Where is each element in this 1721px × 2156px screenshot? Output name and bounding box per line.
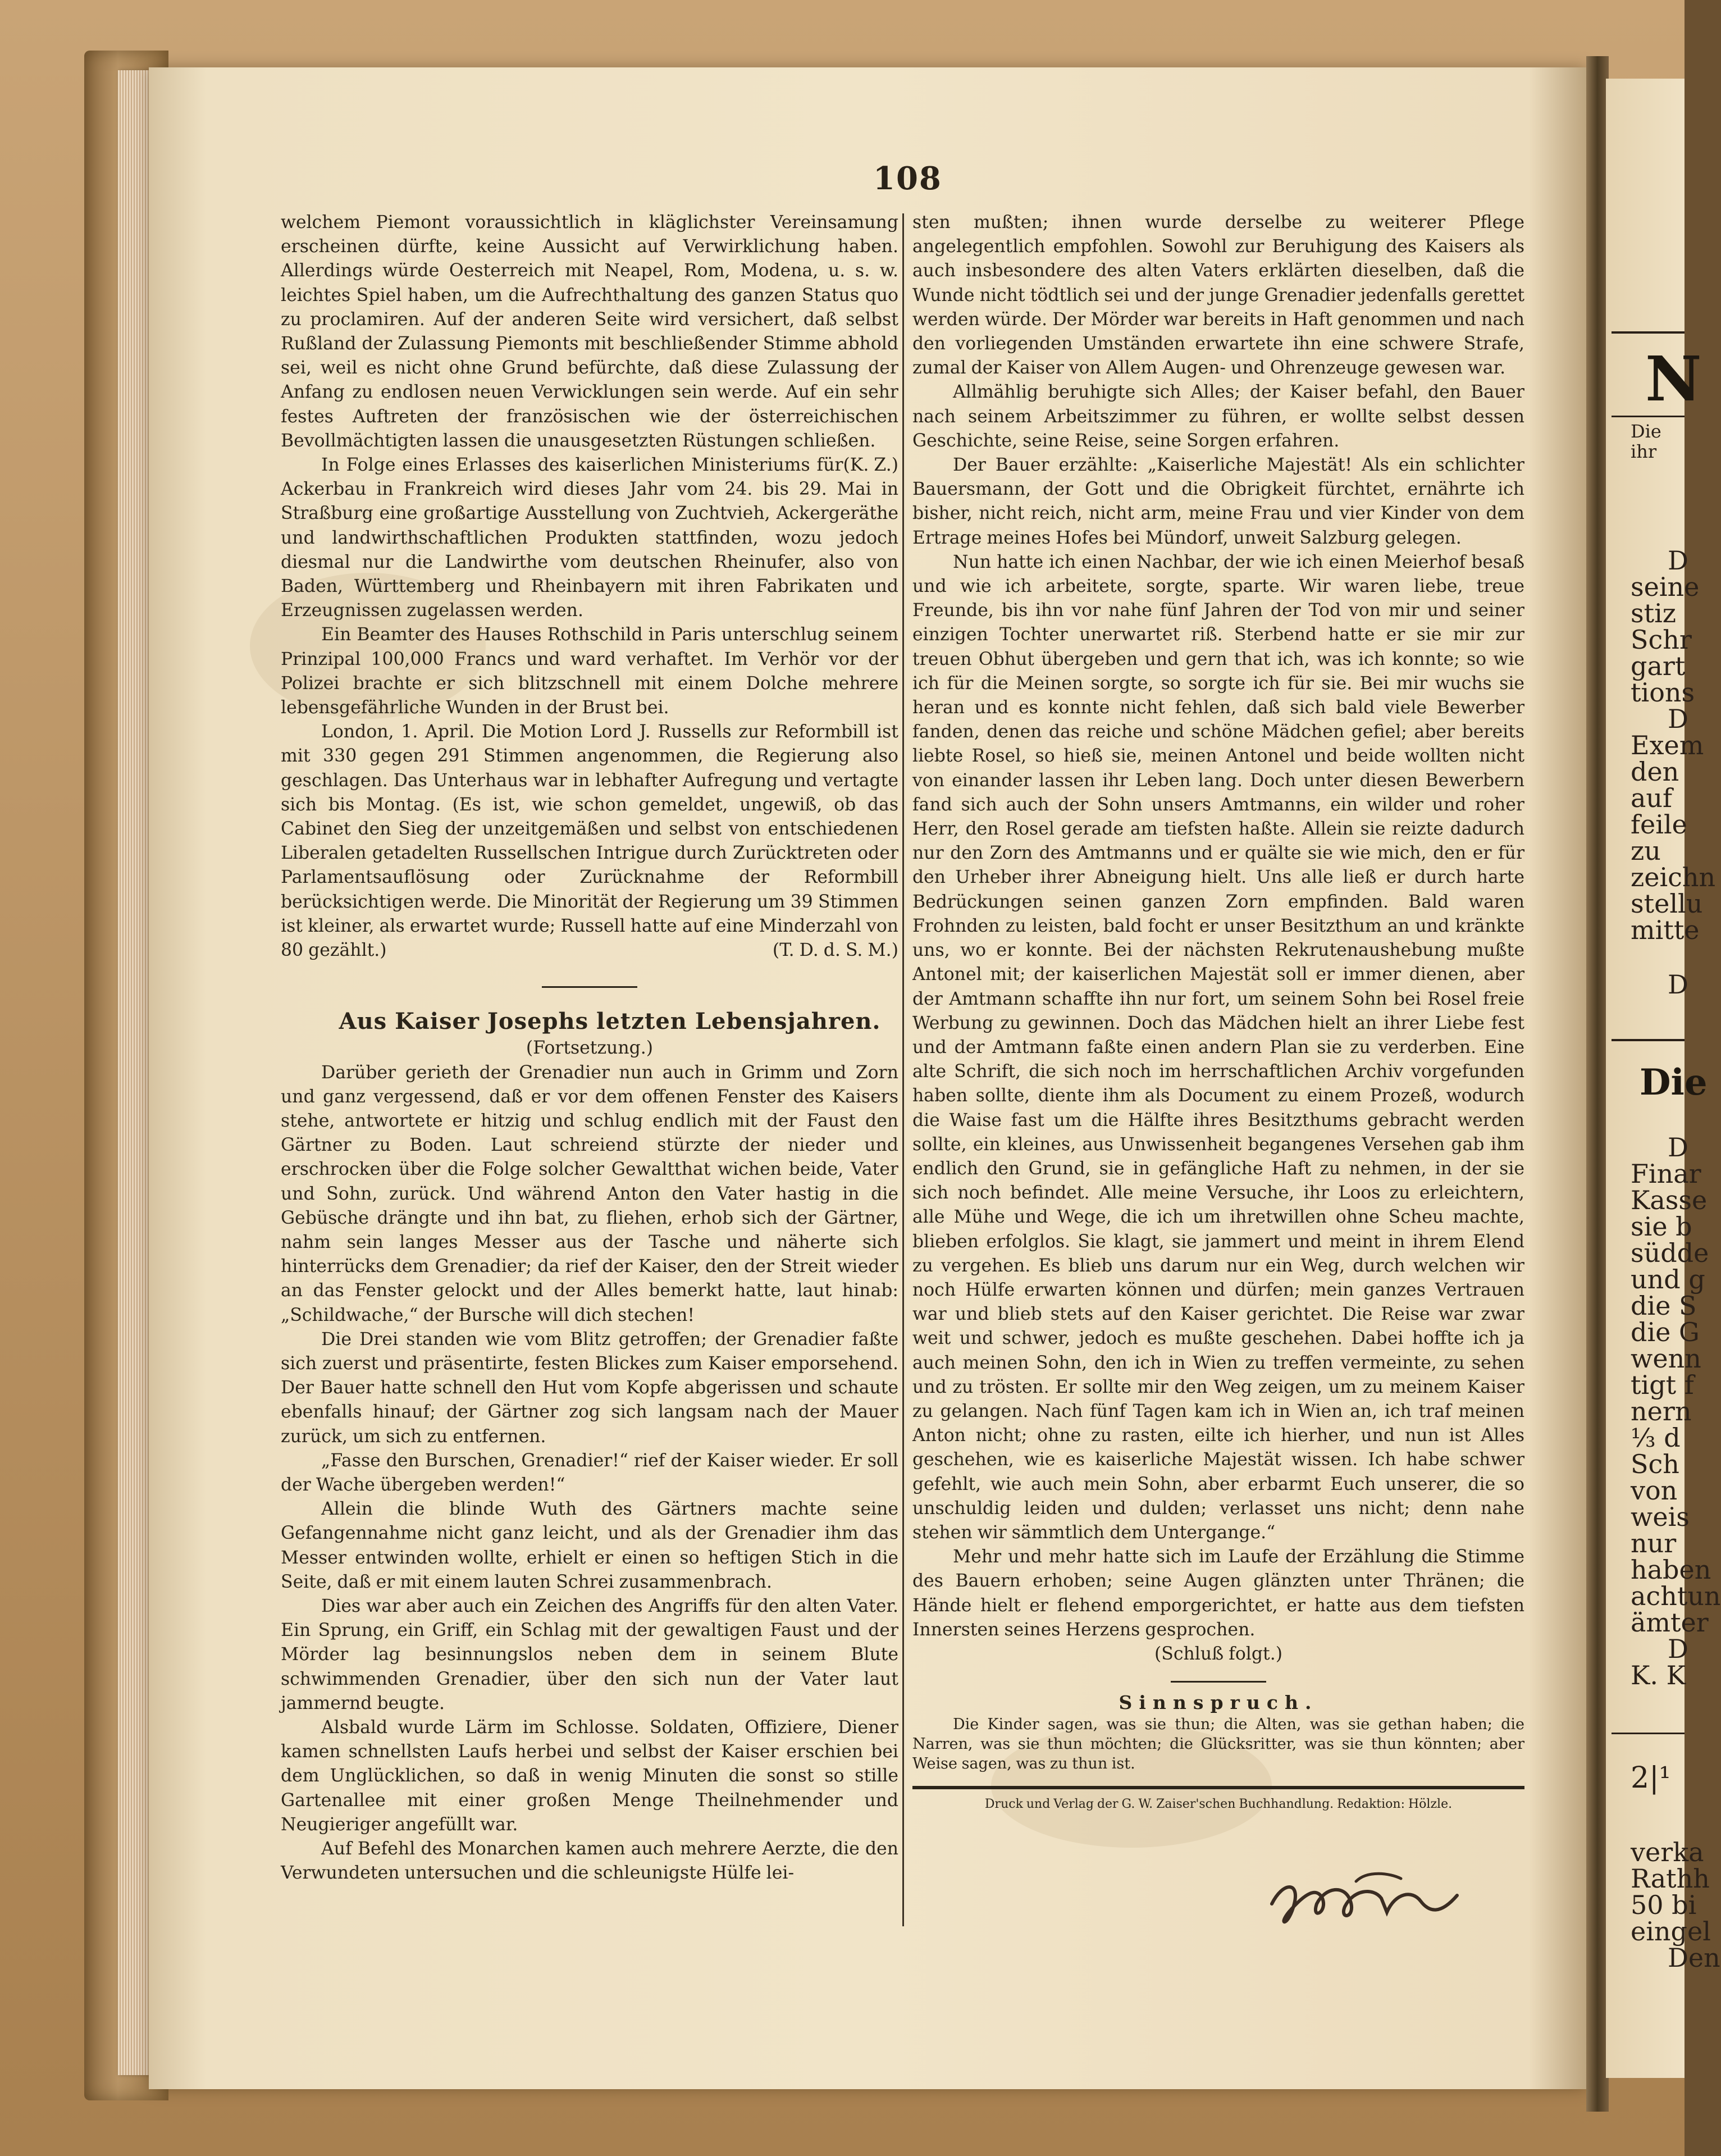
fragment-text: ⅓ d xyxy=(1631,1423,1681,1453)
fragment-text: zeichn xyxy=(1631,862,1716,892)
fragment-text: achtun xyxy=(1631,1581,1721,1611)
paragraph: Allmählig beruhigte sich Alles; der Kaiser befahl, den Bauer nach seinem Arbeitszimmer zu führen, er wollte selbst dessen Geschichte, seine Reise, seine Sorgen erfahren. xyxy=(912,382,1524,451)
fragment-text: die G xyxy=(1631,1317,1700,1347)
fragment-text: D xyxy=(1668,1634,1688,1664)
section-divider xyxy=(542,986,637,988)
paragraph: Die Drei standen wie vom Blitz getroffen; der Grenadier faßte sich zuerst und präsentirte, festen Blickes zum Kaiser emporsehend. Der Bauer hatte schnell den Hut vom Kopfe abgerissen und schaute ebenfalls hinauf; der Gärtner zog sich langsam nach der Mauer zurück, um sich zu entfernen. xyxy=(281,1329,898,1447)
fragment-text: nur xyxy=(1631,1528,1677,1558)
footer-rule xyxy=(912,1786,1524,1789)
fragment-text: mitte xyxy=(1631,915,1700,945)
fragment-text: 2|¹ xyxy=(1631,1761,1671,1795)
fragment-text: weis xyxy=(1631,1502,1690,1532)
fragment-text: eingel xyxy=(1631,1916,1711,1947)
paragraph: Alsbald wurde Lärm im Schlosse. Soldaten, Offiziere, Diener kamen schnellsten Laufs herbei und selbst der Kaiser erschien bei dem Unglücklichen, so daß in wenig Minuten die sonst so stille Gartenallee mit einer großen Menge Theilnehmender und Neugieriger angefüllt war. xyxy=(281,1717,898,1835)
fragment-text: D xyxy=(1668,1132,1688,1163)
fragment-text: stellu xyxy=(1631,888,1703,919)
fragment-text: ämter xyxy=(1631,1607,1709,1638)
fragment-text: die S xyxy=(1631,1291,1697,1321)
fragment-text: stiz xyxy=(1631,598,1677,628)
fragment-text: Die xyxy=(1631,421,1661,442)
paragraph: Nun hatte ich einen Nachbar, der wie ich einen Meierhof besaß und wie ich arbeitete, sorgte, sparte. Wir waren liebe, treue Freunde, bis ihn vor nahe fünf Jahren der Tod von mir und seiner einzigen Tochter unerwartet riß. Sterbend hatte er sie mir zur treuen Obhut übergeben und gern that ich, was ich konnte; so wie ich für die Meinen sorgte, so sorgte ich für sie. Bei mir wuchs sie heran und es konnte nicht fehlen, daß sich bald viele Bewerber fanden, denen das reiche und schöne Mädchen gefiel; aber bereits liebte Rosel, so hieß sie, meinen Antonel und beide wollten nicht von einander lassen ihr Leben lang. Doch unter diesen Bewerbern fand sich auch der Sohn unsers Amtmanns, ein wilder und roher Herr, den Rosel gerade am tiefsten haßte. Allein sie reizte dadurch nur den Zorn des Amtmanns und er quälte sie wie mich, den er für den Urheber ihrer Abneigung hielt. Uns alle ließ er durch harte Bedrückungen seinen ganzen Zorn empfinden. Bald waren Frohnden zu leisten, bald focht er unser Besitzthum an und kränkte uns, wo er konnte. Bei der nächsten Rekrutenaushebung mußte Antonel mit; der kaiserlichen Majestät soll er immer dienen, aber der Amtmann schaffte ihn nur fort, um seinem Sohn bei Rosel freie Werbung zu gewinnen. Doch das Mädchen hielt an ihrer Liebe fest und der Amtmann faßte einen andern Plan sie zu verderben. Eine alte Schrift, die sich noch im herrschaftlichen Archiv vorgefunden haben sollte, diente ihm als Document zu einem Prozeß, wodurch die Waise fast um die Hälfte ihres Besitzthums gebracht werden sollte, ein kleines, aus Unwissenheit begangenes Versehen gab ihm endlich den Grund, sie in gefängliche Haft zu nehmen, in der sie sich noch befindet. Alle meine Versuche, ihr Loos zu erleichtern, alle Mühe und Wege, die ich um ihretwillen ohne Scheu machte, blieben erfolglos. Sie klagt, sie jammert und meint in ihrem Elend zu vergehen. Es blieb uns darum nur ein Weg, durch welchen wir noch Hülfe erwarten können und dürfen; mein ganzes Vertrauen war und blieb stets auf den Kaiser gerichtet. Die Reise war zwar weit und schwer, jedoch es mußte geschehen. Dabei hoffte ich ja auch meinen Sohn, den ich in Wien zu treffen vermeinte, zu sehen und zu trösten. Er sollte mir den Weg zeigen, um zu meinem Kaiser zu gelangen. Nach fünf Tagen kam ich in Wien an, ich traf meinen Anton nicht; ohne zu rasten, eilte ich hierher, und nun ist Alles geschehen, wie es kaiserliche Majestät wissen. Ich habe schwer gefehlt, wie auch mein Sohn, aber erbarmt Euch unserer, die so unschuldig leiden und dulden; verlasset uns nicht; denn nahe stehen wir sämmtlich dem Untergange.“ xyxy=(912,551,1524,1543)
fragment-text: verka xyxy=(1631,1837,1704,1867)
fragment-text: sie b xyxy=(1631,1211,1692,1242)
sinnspruch-text: Die Kinder sagen, was sie thun; die Alten, was sie gethan haben; die Narren, was sie thun möchten; die Glücksritter, was sie thun könnten; aber Weise sagen, was zu thun ist. xyxy=(912,1716,1524,1773)
fragment-text: 50 bi xyxy=(1631,1890,1697,1920)
facing-page-section-title: Die xyxy=(1640,1061,1708,1104)
fragment-text: Finar xyxy=(1631,1159,1701,1189)
paragraph: sten mußten; ihnen wurde derselbe zu weiterer Pflege angelegentlich empfohlen. Sowohl zur Beruhigung des Kaisers als auch insbesondere des alten Vaters erklärten dieselben, daß die Wunde nicht tödtlich sei und der junge Grenadier jedenfalls gerettet werden würde. Der Mörder war bereits in Haft genommen und nach den vorliegenden Umständen erwartete ihn eine schwere Strafe, zumal der Kaiser von Allem Augen- und Ohrenzeuge gewesen war. xyxy=(912,212,1524,379)
fragment-text: haben xyxy=(1631,1555,1711,1585)
book-gutter xyxy=(1586,56,1609,2112)
fragment-text: nern xyxy=(1631,1396,1692,1426)
paragraph: Mehr und mehr hatte sich im Laufe der Erzählung die Stimme des Bauern erhoben; seine Augen glänzten unter Thränen; die Hände hielt er flehend emporgerichtet, er hatte aus dem tiefsten Innersten seines Herzens gesprochen. xyxy=(912,1547,1524,1640)
fragment-text: K. K xyxy=(1631,1660,1686,1690)
rule xyxy=(1612,416,1685,417)
fragment-text: Den xyxy=(1668,1943,1720,1973)
handwritten-signature xyxy=(1261,1859,1474,1938)
fragment-text: D xyxy=(1668,969,1688,1000)
fragment-text: seine xyxy=(1631,572,1700,602)
fragment-text: Sch xyxy=(1631,1449,1679,1479)
imprint-line: Druck und Verlag der G. W. Zaiser'schen Buchhandlung. Redaktion: Hölzle. xyxy=(984,1797,1453,1812)
fragment-text: feile xyxy=(1631,809,1687,840)
rule xyxy=(1612,331,1685,334)
paragraph: „Fasse den Burschen, Grenadier!“ rief der Kaiser wieder. Er soll der Wache übergeben werden!“ xyxy=(281,1450,898,1495)
fragment-text: Schr xyxy=(1631,625,1692,655)
paragraph: Darüber gerieth der Grenadier nun auch in Grimm und Zorn und ganz vergessend, daß er vor dem offenen Fenster des Kaisers stehe, antwortete er hitzig und schlug endlich mit der Faust den Gärtner zu Boden. Laut schreiend stürzte der nieder und erschrocken über die Folge solcher Gewaltthat wichen beide, Vater und Sohn, zurück. Und während Anton den Vater hastig in die Gebüsche drängte und ihn bat, zu fliehen, erhob sich der Gärtner, nahm sein langes Messer aus der Tasche und näherte sich hinterrücks dem Grenadier; da rief der Kaiser, den der Streit wieder an das Fenster gelockt und der Alles bemerkt hatte, laut hinab: „Schildwache,“ der Bursche will dich stechen! xyxy=(281,1062,898,1325)
paragraph: Auf Befehl des Monarchen kamen auch mehrere Aerzte, die den Verwundeten untersuchen und die schleunigste Hülfe lei- xyxy=(281,1839,898,1884)
fragment-text: von xyxy=(1631,1475,1678,1506)
fragment-text: gart xyxy=(1631,651,1686,681)
fragment-text: Exem xyxy=(1631,730,1704,760)
paragraph: London, 1. April. Die Motion Lord J. Russells zur Reformbill ist mit 330 gegen 291 Stimmen angenommen, die Regierung also geschlagen. Das Unterhaus war in lebhafter Aufregung und vertagte sich bis Montag. (Es ist, wie schon gemeldet, ungewiß, ob das Cabinet den Sieg der unzeitgemäßen und selbst von entschiedenen Liberalen getadelten Russellschen Intrigue durch Zurücktreten oder Parlamentsauflösung oder Zurücknahme der Reformbill berücksichtigen werde. Die Minorität der Regierung um 39 Stimmen ist kleiner, als erwartet wurde; Russell hatte auf eine Minderzahl von 80 gezählt.) (T. D. d. S. M.) xyxy=(281,720,898,963)
right-column xyxy=(912,211,1524,1813)
fragment-text: Kasse xyxy=(1631,1185,1708,1215)
to-be-continued: (Schluß folgt.) xyxy=(1154,1643,1283,1664)
fragment-text: tions xyxy=(1631,677,1695,708)
fragment-text: auf xyxy=(1631,783,1673,813)
paragraph: In Folge eines Erlasses des kaiserlichen Ministeriums für Ackerbau in Frankreich wird dieses Jahr vom 24. bis 29. Mai in Straßburg eine großartige Ausstellung von Zuchtvieh, Ackergeräthe und landwirthschaftlichen Produkten stattfinden, wozu jedoch diesmal nur die Landwirthe vom deutschen Rheinufer, also von Baden, Württemberg und Rheinbayern mit ihren Fabrikaten und Erzeugnissen zugelassen werden. xyxy=(281,455,898,621)
fragment-text: tigt f xyxy=(1631,1370,1694,1400)
fragment-text: ihr xyxy=(1631,441,1657,462)
article-title: Aus Kaiser Josephs letzten Lebensjahren. xyxy=(339,1008,881,1035)
source-tag: (T. D. d. S. M.) xyxy=(772,940,898,961)
column-divider xyxy=(902,213,904,1926)
paragraph: Allein die blinde Wuth des Gärtners machte seine Gefangennahme nicht ganz leicht, und als der Grenadier ihm das Messer entwinden wollte, erhielt er einen so heftigen Stich in die Seite, daß er mit einem lauten Schrei zusammenbrach. xyxy=(281,1499,898,1592)
rule xyxy=(1612,1733,1685,1734)
source-tag: (K. Z.) xyxy=(843,455,898,476)
fragment-text: D xyxy=(1668,545,1688,576)
page-number: 108 xyxy=(873,160,942,197)
facing-page-fragment xyxy=(1606,79,1721,2078)
paragraph: Dies war aber auch ein Zeichen des Angriffs für den alten Vater. Ein Sprung, ein Griff, ein Schlag mit der gewaltigen Faust und der Mörder lag besinnungslos neben dem in seinem Blute schwimmenden Grenadier, über den sich nun der Vater laut jammernd beugte. xyxy=(281,1596,898,1713)
fragment-text: zu xyxy=(1631,836,1661,866)
fragment-text: D xyxy=(1668,704,1688,734)
paragraph: welchem Piemont voraussichtlich in kläglichster Vereinsamung erscheinen dürfte, keine Aussicht auf Verwirklichung haben. Allerdings würde Oesterreich mit Neapel, Rom, Modena, u. s. w. leichtes Spiel haben, um die Aufrechthaltung des ganzen Status quo zu proclamiren. Auf der anderen Seite wird versichert, daß selbst Rußland der Zulassung Piemonts mit beschließender Stimme abhold sei, weil es nicht ohne Grund befürchte, daß diese Zulassung der Anfang zu endlosen neuen Verwicklungen sein werde. Auf ein sehr festes Auftreten der französischen wie der österreichischen Bevollmächtigten lassen die unausgesetzten Rüstungen schließen. (K. Z.) xyxy=(281,211,898,453)
fragment-text: Rathh xyxy=(1631,1863,1710,1894)
fragment-text: südde xyxy=(1631,1238,1709,1268)
fragment-text: und g xyxy=(1631,1264,1705,1294)
rule xyxy=(1612,1039,1685,1041)
fragment-text: wenn xyxy=(1631,1343,1701,1374)
left-column xyxy=(281,211,898,1885)
paragraph: Ein Beamter des Hauses Rothschild in Paris unterschlug seinem Prinzipal 100,000 Francs und ward verhaftet. Im Verhör vor der Polizei brachte er sich blitzschnell mit einem Dolche mehrere lebensgefährliche Wunden in der Brust bei. xyxy=(281,625,898,718)
paragraph: Der Bauer erzählte: „Kaiserliche Majestät! Als ein schlichter Bauersmann, der Gott und die Obrigkeit fürchtet, ernährte ich bisher, nicht reich, nicht arm, meine Frau und vier Kinder von dem Ertrage meines Hofes bei Mündorf, unweit Salzburg gelegen. xyxy=(912,455,1524,548)
fragment-text: den xyxy=(1631,756,1679,787)
sinnspruch-title: Sinnspruch. xyxy=(1119,1692,1318,1714)
facing-page-title-letter: N xyxy=(1645,343,1702,415)
section-divider xyxy=(1171,1681,1266,1683)
article-subtitle: (Fortsetzung.) xyxy=(526,1038,654,1059)
